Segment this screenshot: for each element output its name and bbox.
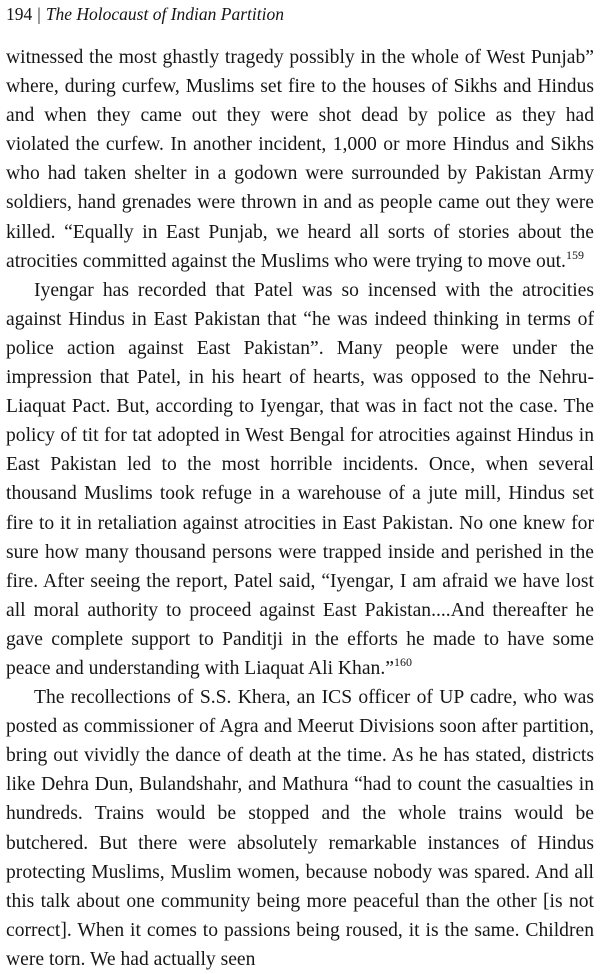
paragraph-1-text: witnessed the most ghastly tragedy possibly in the whole of West Punjab” where, during curfew, Muslims set fire to the houses of Sikhs and Hindus and when they came out they were shot dead by police as they had violated the curfew. In another incident, 1,000 or more Hindus and Sikhs who had taken shelter in a godown were surrounded by Pakistan Army soldiers, hand grenades were thrown in and as people came out they were killed. “Equally in East Punjab, we heard all sorts of stories about the atrocities committed against the Muslims who were trying to move out. (6, 47, 594, 272)
footnote-ref-160: 160 (393, 654, 412, 669)
header-separator: | (37, 4, 41, 24)
paragraph-2-text: Iyengar has recorded that Patel was so incensed with the atrocities against Hindus in East Pakistan that “he was indeed thinking in terms of police action against East Pakistan”. Many people were under the impression that Patel, in his heart of hearts, was opposed to the Nehru-Liaquat Pact. But, according to Iyengar, that was in fact not the case. The policy of tit for tat adopted in West Bengal for atrocities against Hindus in East Pakistan led to the most horrible incidents. Once, when several thousand Muslims took refuge in a warehouse of a jute mill, Hindus set fire to it in retaliation against atrocities in East Pakistan. No one knew for sure how many thousand persons were trapped inside and perished in the fire. After seeing the report, Patel said, “Iyengar, I am afraid we have lost all moral authority to proceed against East Pakistan....And thereafter he gave complete support to Panditji in the efforts he made to have some peace and understanding with Liaquat Ali Khan.” (6, 279, 594, 679)
page-number: 194 (6, 4, 33, 24)
paragraph-3 (6, 683, 594, 974)
running-head (6, 2, 284, 26)
paragraph-1 (6, 43, 594, 276)
paragraph-2 (6, 276, 594, 683)
book-title: The Holocaust of Indian Partition (45, 4, 284, 24)
footnote-ref-159: 159 (565, 247, 584, 262)
body-text (6, 43, 594, 974)
paragraph-3-text: The recollections of S.S. Khera, an ICS officer of UP cadre, who was posted as commissioner of Agra and Meerut Divisions soon after partition, bring out vividly the dance of death at the time. As he has stated, districts like Dehra Dun, Bulandshahr, and Mathura “had to count the casualties in hundreds. Trains would be stopped and the whole trains would be butchered. But there were absolutely remarkable instances of Hindus protecting Muslims, Muslim women, because nobody was spared. And all this talk about one community being more peaceful than the other [is not correct]. When it comes to passions being roused, it is the same. Children were torn. We had actually seen (6, 687, 594, 970)
